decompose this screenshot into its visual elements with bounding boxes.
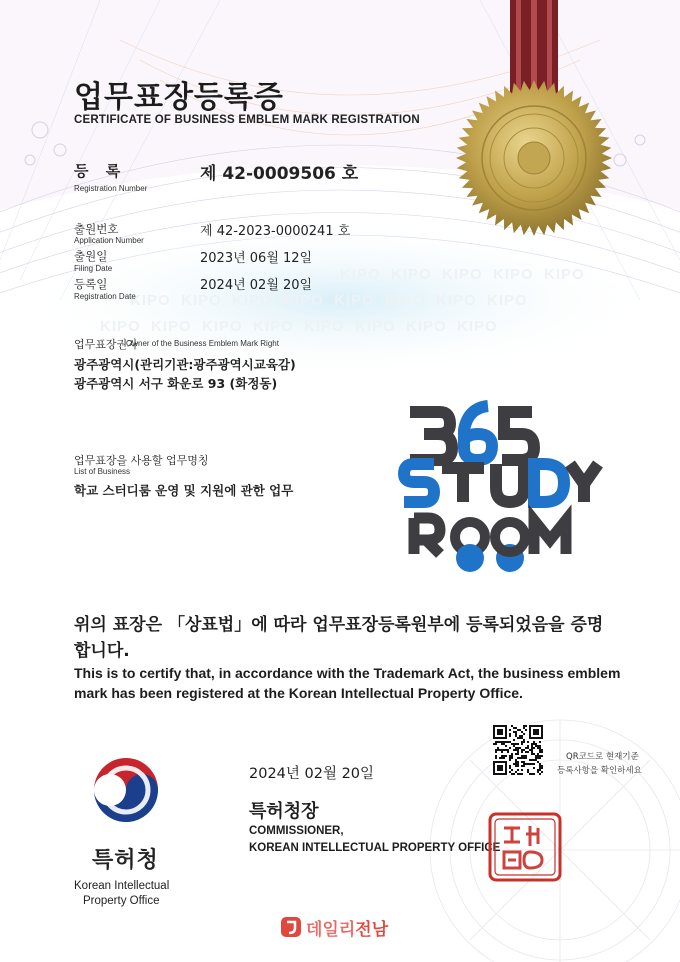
kipo-taegeuk-logo [88,752,164,828]
qr-note-line1: QR코드로 현재기준 [566,752,639,762]
owner-label: 업무표장권자 [74,338,138,351]
publisher-watermark [280,915,388,939]
publisher-name-part2: 전남 [355,919,389,940]
office-name-en-line2: Property Office [83,895,160,907]
emblem-mark [384,368,614,598]
office-name-en-line1: Korean Intellectual [74,880,170,892]
business-label: 업무표장을 사용할 업무명칭 [74,454,209,467]
office-name-ko: 특허청 [92,848,159,873]
official-red-seal [486,810,564,884]
commissioner-title-ko: 특허청장 [249,801,319,822]
document-subtitle: CERTIFICATE OF BUSINESS EMBLEM MARK REGISTRATION [74,114,420,126]
owner-name: 광주광역시(관리기관:광주광역시교육감) [74,357,296,372]
application-number-label-en: Application Number [74,236,144,245]
qr-note-line2: 등록사항을 확인하세요 [557,766,642,776]
business-label-en: List of Business [74,467,131,476]
emblem-365 [410,406,534,460]
registration-number-label: 등 록 [74,162,127,180]
application-number-value: 제 42-2023-0000241 호 [200,224,351,239]
application-number-label: 출원번호 [74,222,119,236]
commissioner-title-en-line2: KOREAN INTELLECTUAL PROPERTY OFFICE [249,842,501,854]
business-value: 학교 스터디룸 운영 및 지원에 관한 업무 [74,483,294,498]
commissioner-title-en-line1: COMMISSIONER, [249,825,344,837]
publisher-logo-icon [280,916,302,938]
gold-medal-seal [454,78,614,238]
owner-address: 광주광역시 서구 화운로 93 (화정동) [74,376,278,391]
document-title: 업무표장등록증 [74,80,284,115]
publisher-name-part1: 데일리 [306,919,356,940]
kipo-watermark-band: KIPO KIPO KIPO KIPO KIPO KIPO KIPO KIPO KIPO KIPO KIPO KIPO KIPO KIPO KIPO KIPO KIPO KIPO KIPO KIPO KIPO [100,266,585,335]
registration-date-label-en: Registration Date [74,292,136,301]
filing-date-label: 출원일 [74,249,108,263]
registration-number-label-en: Registration Number [74,184,148,193]
registration-number-value: 제 42-0009506 호 [200,164,359,184]
filing-date-label-en: Filing Date [74,264,113,273]
issue-date: 2024년 02월 20일 [249,766,375,782]
qr-code[interactable] [493,725,543,775]
certification-text-en: This is to certify that, in accordance with the Trademark Act, the business emblem mark has been registered at the Korean Intellectual Property Office. [74,665,621,701]
certification-text-ko: 위의 표장은 「상표법」에 따라 업무표장등록원부에 등록되었음을 증명합니다. [74,615,604,661]
owner-label-en: Owner of the Business Emblem Mark Right [126,339,279,348]
emblem-room [414,518,566,572]
registration-date-label: 등록일 [74,277,108,291]
filing-date-value: 2023년 06월 12일 [200,251,313,266]
emblem-study [404,464,598,502]
emblem-graphic [384,368,614,598]
registration-date-value: 2024년 02월 20일 [200,278,313,293]
